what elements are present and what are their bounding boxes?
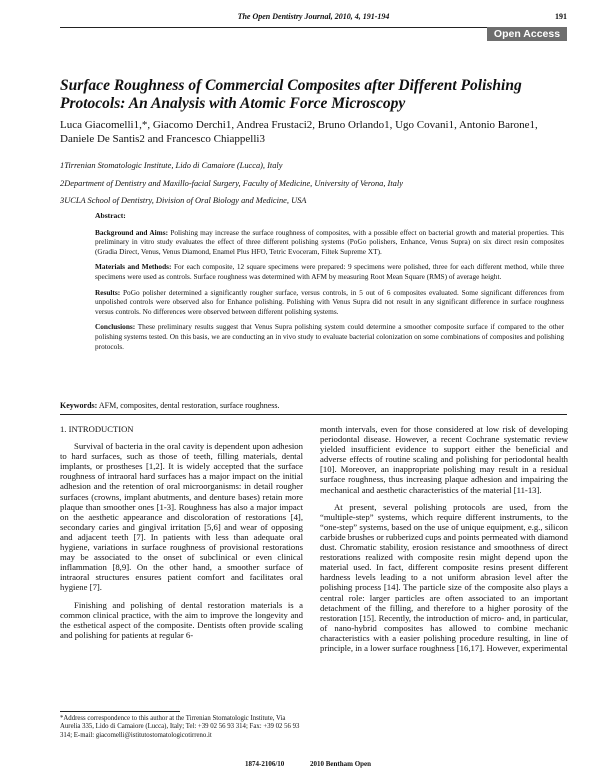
body-paragraph: Finishing and polishing of dental restoration materials is a common clinical practice, with the aim to improve the longevity and the esthetical aspect of the composite. Dentists often provide scaling and polishing for patients at regular 6-: [60, 599, 303, 640]
keywords: [60, 401, 567, 410]
body-left-column: [60, 424, 303, 647]
affiliation-3: 3UCLA School of Dentistry, Division of Oral Biology and Medicine, USA: [60, 196, 307, 205]
affiliation-2: 2Department of Dentistry and Maxillo-facial Surgery, Faculty of Medicine, University of Verona, Italy: [60, 179, 403, 188]
issn: 1874-2106/10: [245, 760, 285, 768]
footnote-rule: [60, 711, 180, 712]
body-paragraph: Survival of bacteria in the oral cavity is dependent upon adhesion to hard surfaces, such as those of teeth, filling materials, dental implants, or prostheses [1,2]. It is widely accepted that the surface roughness of intraoral hard surfaces has a major impact on the initial adhesion and the retention of oral microorganisms: in detail rougher surfaces (crowns, implant abutments, and denture bases) retain more plaque than smoother ones [1-3]. Roughness has also a major impact on the aesthetic appearance and discoloration of restorations [4], secondary caries and gingival irritation [5,6] and wear of opposing and adjacent teeth [7]. In patients with less than adequate oral hygiene, variations in surface roughness of provisional restorations may be associated to the onset of subclinical or even clinical inflammation [8,9]. On the other hand, a smoother surface of intraoral structures ensures patient comfort and facilitates oral hygiene [7].: [60, 441, 303, 593]
results-text: PoGo polisher determined a significantly rougher surface, versus controls, in 5 out of 6 composites evaluated. Some significant differences from unpolished controls were observed also for Enhance polishing. Polishing with Venus Supra did not result in any significant difference in surface roughness versus controls. No differences were observed between different polishing systems.: [95, 287, 564, 316]
journal-citation: The Open Dentistry Journal, 2010, 4, 191-194: [237, 12, 390, 21]
abstract-heading: Abstract:: [95, 211, 126, 220]
results-label: Results:: [95, 287, 121, 297]
correspondence-footnote: *Address correspondence to this author at the Tirrenian Stomatologic Institute, Via Aurelia 335, Lido di Camaiore (Lucca), Italy; Tel: +39 02 56 93 314; Fax: +39 02 56 93 314; E-mail: giacomelli@istitutostomatologicotirreno.it: [60, 715, 300, 739]
background-text: Polishing may increase the surface roughness of composites, with a possible effect on bacterial growth and material properties. This preliminary in vitro study evaluates the effect of three different polishing systems (PoGo polishers, Enhance, Venus Supra) on six direct resin composites (Gradia Direct, Venus, Venus Diamond, Enamel Plus HFO, Tetric Evoceram, Filtek Supreme XT).: [95, 227, 564, 256]
author-list: Luca Giacomelli1,*, Giacomo Derchi1, Andrea Frustaci2, Bruno Orlando1, Ugo Covani1, Antonio Barone1, Daniele De Santis2 and Francesco Chiappelli3: [60, 119, 538, 145]
open-access-badge: Open Access: [487, 27, 567, 41]
body-paragraph: month intervals, even for those considered at low risk of developing periodontal disease. However, a recent Cochrane systematic review yielded insufficient evidence to support either the beneficial and adverse effects of routine scaling and polishing for periodontal health [10]. Moreover, an inappropriate polishing may result in a residual surface roughness, thus increasing plaque adhesion and impairing the mechanical and aesthetic characteristics of the material [11-13].: [320, 424, 568, 495]
body-right-column: [320, 424, 568, 660]
abstract-background: [95, 228, 564, 257]
abstract-results: [95, 288, 564, 317]
article-title: Surface Roughness of Commercial Composites after Different Polishing Protocols: An Analysis with Atomic Force Microscopy: [60, 77, 522, 112]
abstract-methods: [95, 262, 564, 281]
body-paragraph: At present, several polishing protocols are used, from the “multiple-step” systems, which require different instruments, to the “one-step” systems, based on the use of unique equipment, e.g., silicon carbide brushes or rubberized cups and points permeated with diamond dust. Chromatic stability, erosion resistance and smoothness of direct restorations realized with composite resin might depend upon the material used. In fact, different composite resins present different hardness levels leading to a not uniform abrasion level after the polishing process [14]. The particle size of the composite also plays a central role: larger particles are often associated to an important detachment of the filling, and therefore to a higher porosity of the restoration [15]. Recently, the introduction of micro- and, in particular, of nano-hybrid composites has allowed to combine mechanic characteristics with a easier polishing procedure resulting, in line of principle, in a lower surface roughness [16,17]. However, experimental: [320, 501, 568, 653]
keywords-label: Keywords:: [60, 401, 98, 410]
methods-label: Materials and Methods:: [95, 262, 172, 272]
affiliation-1: 1Tirrenian Stomatologic Institute, Lido di Camaiore (Lucca), Italy: [60, 161, 283, 170]
conclusions-label: Conclusions:: [95, 322, 136, 332]
methods-text: For each composite, 12 square specimens were prepared: 9 specimens were polished, three for each different method, while three specimens were used as controls. Surface roughness was determined with AFM by measuring Root Mean Square (RMS) of average height.: [95, 262, 564, 281]
running-header: [60, 12, 567, 24]
abstract: [95, 211, 564, 357]
background-label: Background and Aims:: [95, 227, 168, 237]
keywords-rule: [60, 414, 567, 415]
publisher-line: 2010 Bentham Open: [310, 760, 372, 768]
keywords-text: AFM, composites, dental restoration, surface roughness.: [98, 401, 280, 410]
abstract-conclusions: [95, 322, 564, 351]
page-number: 191: [555, 12, 567, 21]
conclusions-text: These preliminary results suggest that Venus Supra polishing system could determine a smoother composite surface if compared to the other polishing systems tested. On this basis, we are conducting an in vivo study to evaluate bacterial colonization on some combinations of composites and polishing protocols.: [95, 322, 564, 351]
section-heading: 1. INTRODUCTION: [60, 424, 134, 434]
